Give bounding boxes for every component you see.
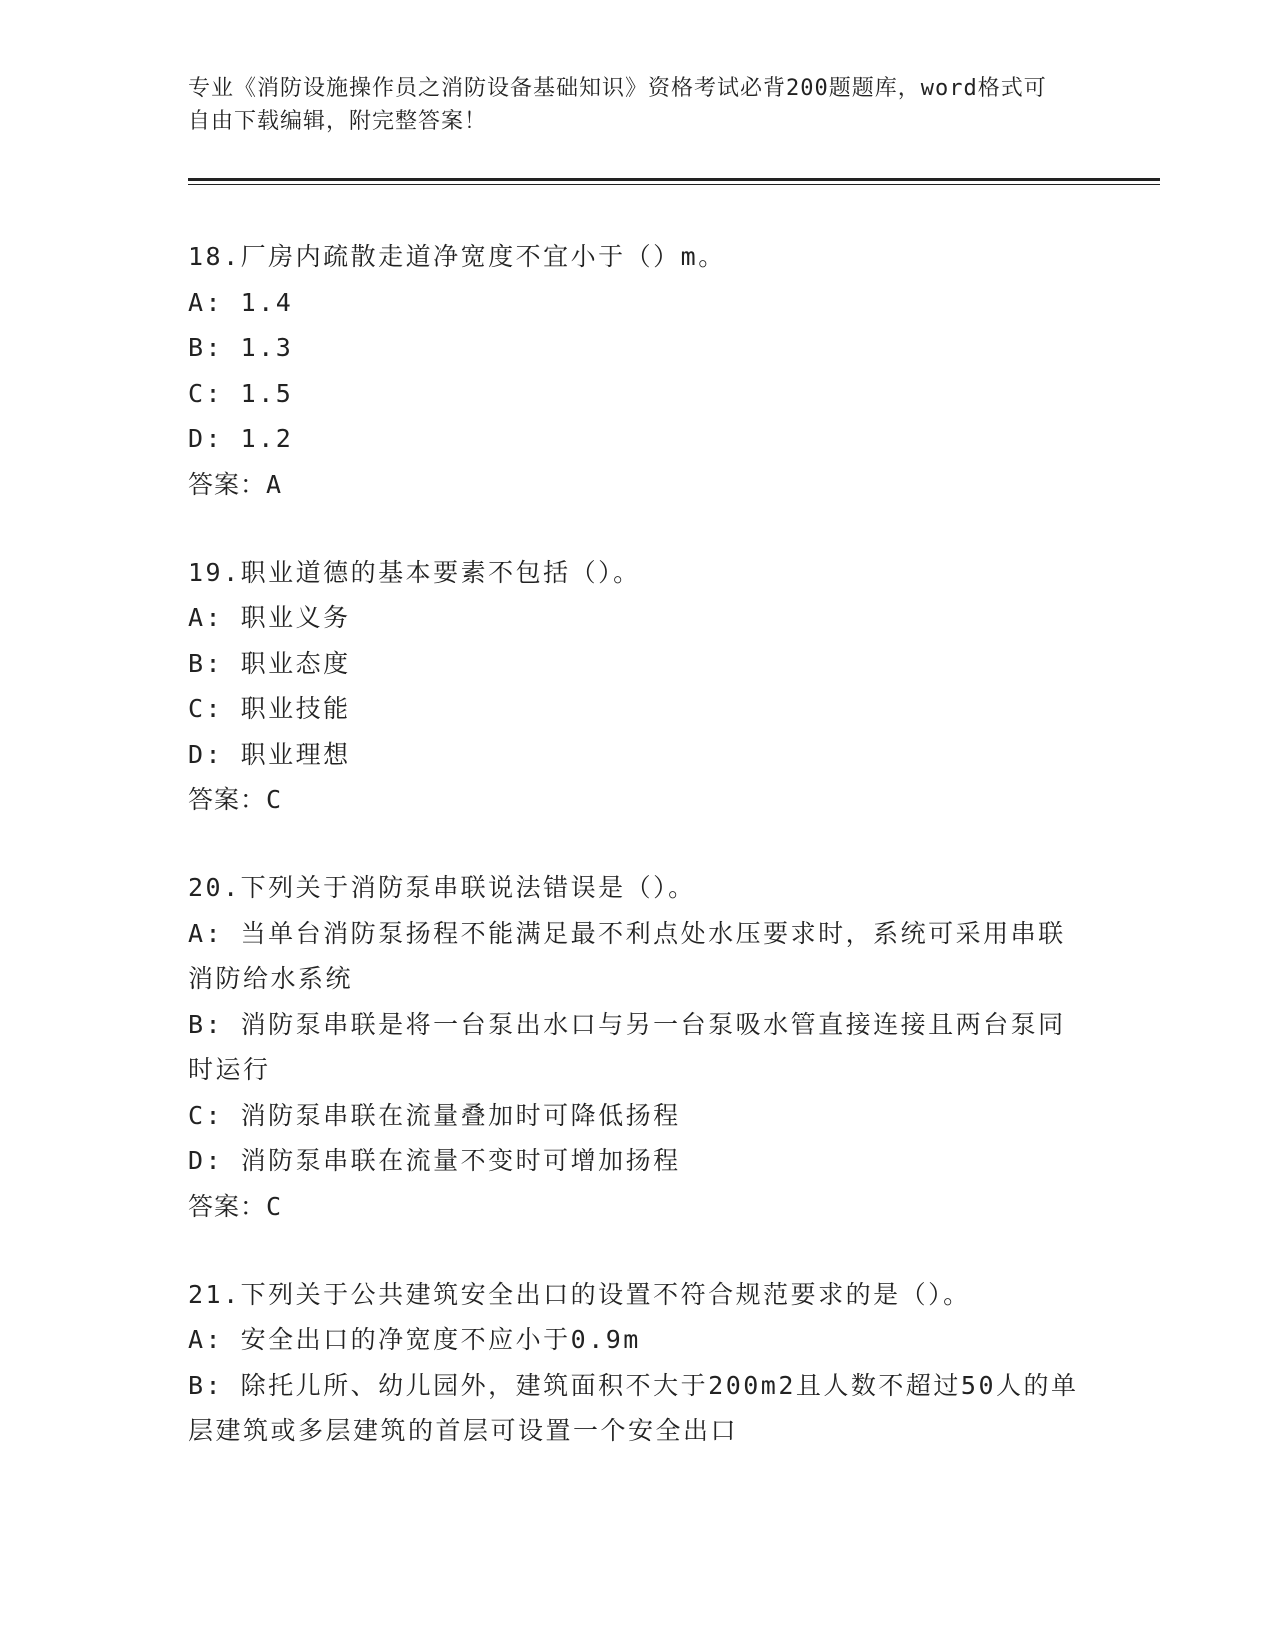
question-18 [188, 234, 1088, 507]
option-a: A: 当单台消防泵扬程不能满足最不利点处水压要求时，系统可采用串联消防给水系统 [188, 918, 1066, 993]
option-b: B: 职业态度 [188, 648, 351, 678]
option-b: B: 消防泵串联是将一台泵出水口与另一台泵吸水管直接连接且两台泵同时运行 [188, 1009, 1066, 1084]
option-a: A: 1.4 [188, 287, 294, 317]
option-b: B: 除托儿所、幼儿园外，建筑面积不大于200m2且人数不超过50人的单层建筑或多层建筑的首层可设置一个安全出口 [188, 1370, 1079, 1445]
option-a: A: 职业义务 [188, 603, 351, 632]
option-d: D: 职业理想 [188, 739, 351, 769]
option-b: B: 1.3 [188, 333, 294, 362]
answer: 答案：C [188, 785, 283, 814]
question-stem: 21.下列关于公共建筑安全出口的设置不符合规范要求的是（）。 [188, 1279, 971, 1309]
question-stem: 18.厂房内疏散走道净宽度不宜小于（）m。 [188, 242, 726, 271]
answer: 答案：A [188, 469, 283, 499]
question-stem: 19.职业道德的基本要素不包括（）。 [188, 557, 641, 587]
option-c: C: 消防泵串联在流量叠加时可降低扬程 [188, 1100, 681, 1130]
option-a: A: 安全出口的净宽度不应小于0.9m [188, 1325, 641, 1354]
answer: 答案：C [188, 1191, 283, 1221]
option-d: D: 消防泵串联在流量不变时可增加扬程 [188, 1146, 681, 1175]
question-20 [188, 865, 1088, 1229]
option-c: C: 职业技能 [188, 694, 351, 723]
question-19 [188, 550, 1088, 823]
question-list [188, 234, 1088, 1497]
question-21 [188, 1272, 1088, 1454]
question-stem: 20.下列关于消防泵串联说法错误是（）。 [188, 873, 696, 902]
option-c: C: 1.5 [188, 378, 294, 408]
header-divider-thin [188, 184, 1160, 185]
header-divider-thick [188, 178, 1160, 181]
document-header: 专业《消防设施操作员之消防设备基础知识》资格考试必背200题题库，word格式可自由下载编辑，附完整答案！ [188, 76, 1047, 134]
option-d: D: 1.2 [188, 424, 294, 453]
